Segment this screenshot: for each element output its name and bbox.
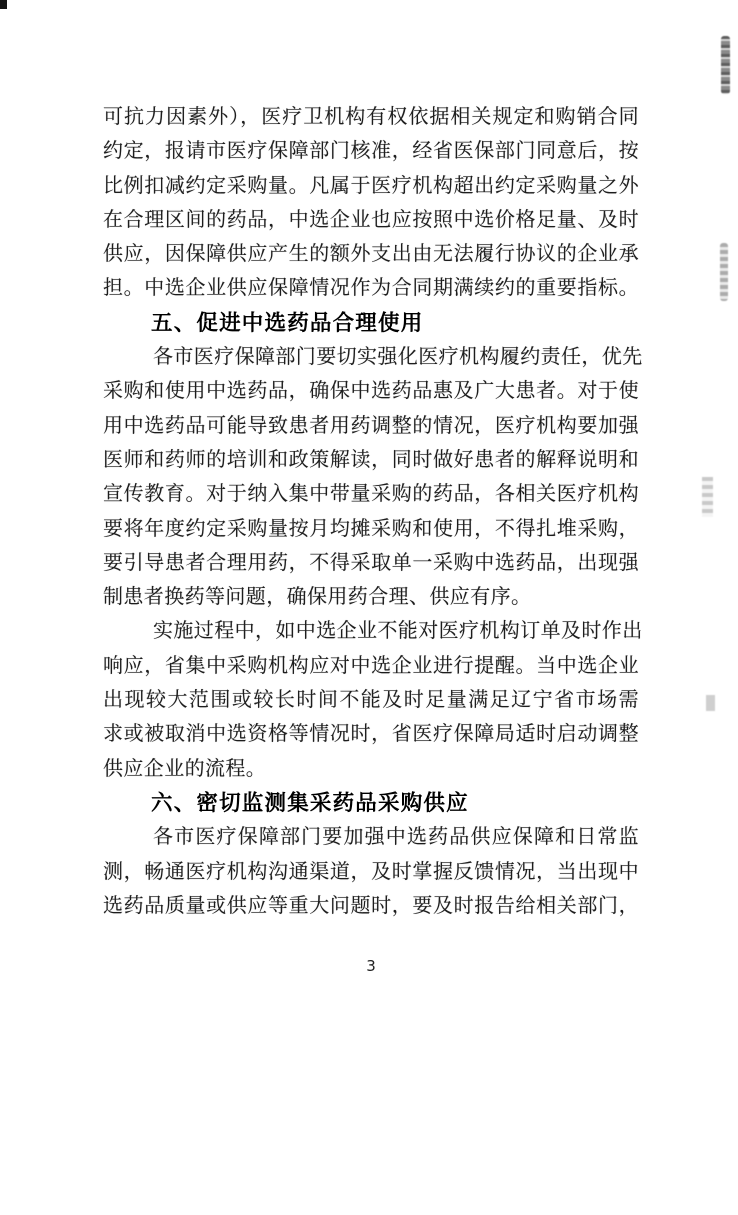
text-line: 选药品质量或供应等重大问题时，要及时报告给相关部门， bbox=[103, 894, 639, 917]
text-line: 医师和药师的培训和政策解读，同时做好患者的解释说明和 bbox=[103, 448, 639, 471]
text-line: 供应，因保障供应产生的额外支出由无法履行协议的企业承 bbox=[103, 243, 639, 266]
text-line: 实施过程中，如中选企业不能对医疗机构订单及时作出 bbox=[153, 620, 643, 643]
scan-artifact-corner bbox=[0, 0, 7, 9]
scan-artifact-smudge bbox=[702, 477, 713, 517]
text-line: 约定，报请市医疗保障部门核准，经省医保部门同意后，按 bbox=[103, 140, 639, 163]
text-line: 用中选药品可能导致患者用药调整的情况，医疗机构要加强 bbox=[103, 414, 639, 437]
text-line: 采购和使用中选药品，确保中选药品惠及广大患者。对于使 bbox=[103, 380, 639, 403]
section-heading-six: 六、密切监测集采药品采购供应 bbox=[151, 790, 469, 815]
scan-artifact-streak bbox=[720, 243, 728, 301]
document-body bbox=[103, 100, 643, 923]
text-line: 在合理区间的药品，中选企业也应按照中选价格足量、及时 bbox=[103, 208, 639, 231]
text-line: 各市医疗保障部门要切实强化医疗机构履约责任，优先 bbox=[153, 346, 643, 369]
text-line: 要将年度约定采购量按月均摊采购和使用，不得扎堆采购， bbox=[103, 517, 639, 540]
text-line: 可抗力因素外），医疗卫机构有权依据相关规定和购销合同 bbox=[103, 106, 639, 128]
text-line: 各市医疗保障部门要加强中选药品供应保障和日常监 bbox=[153, 826, 639, 849]
text-line: 宣传教育。对于纳入集中带量采购的药品，各相关医疗机构 bbox=[103, 483, 639, 506]
text-line: 测，畅通医疗机构沟通渠道，及时掌握反馈情况，当出现中 bbox=[103, 860, 639, 883]
text-line: 比例扣减约定采购量。凡属于医疗机构超出约定采购量之外 bbox=[103, 174, 639, 197]
section-heading-five: 五、促进中选药品合理使用 bbox=[151, 310, 424, 335]
text-line: 制患者换药等问题，确保用药合理、供应有序。 bbox=[103, 586, 532, 609]
page-number: 3 bbox=[366, 957, 376, 975]
scan-artifact-smudge bbox=[706, 695, 715, 711]
text-line: 求或被取消中选资格等情况时，省医疗保障局适时启动调整 bbox=[103, 723, 639, 746]
text-line: 出现较大范围或较长时间不能及时足量满足辽宁省市场需 bbox=[103, 689, 639, 712]
scan-artifact-streak bbox=[721, 36, 730, 94]
text-line: 响应，省集中采购机构应对中选企业进行提醒。当中选企业 bbox=[103, 654, 639, 677]
text-line: 担。中选企业供应保障情况作为合同期满续约的重要指标。 bbox=[103, 277, 639, 300]
text-line: 供应企业的流程。 bbox=[103, 757, 267, 780]
text-line: 要引导患者合理用药，不得采取单一采购中选药品，出现强 bbox=[103, 551, 639, 574]
